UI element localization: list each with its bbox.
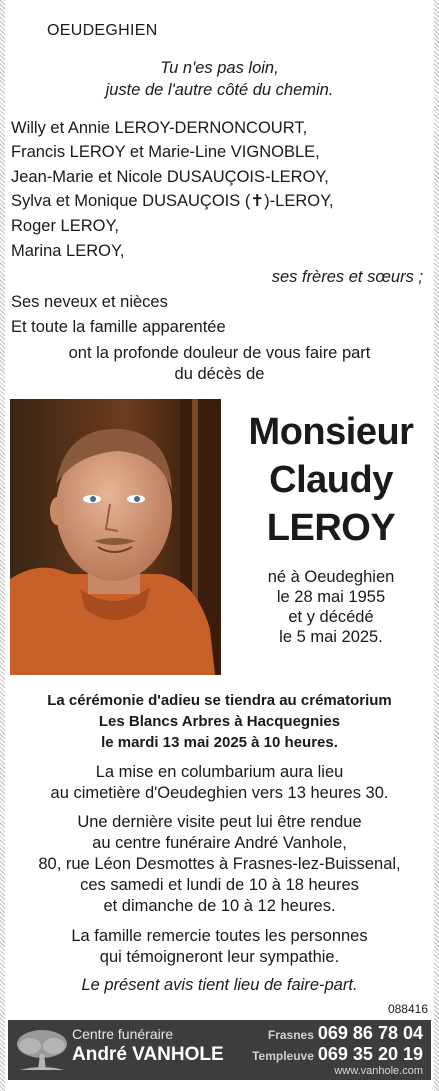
funeral-home-banner	[8, 1020, 431, 1080]
family-member: Jean-Marie et Nicole DUSAUÇOIS-LEROY,	[11, 168, 329, 186]
visit-line: au centre funéraire André Vanhole,	[92, 834, 347, 852]
columbarium-line: au cimetière d'Oeudeghien vers 13 heures 30.	[50, 784, 389, 802]
village-name: OEUDEGHIEN	[47, 22, 158, 39]
thanks-line: qui témoigneront leur sympathie.	[99, 948, 340, 966]
tree-icon	[14, 1026, 70, 1074]
birth-line: et y décédé	[288, 608, 374, 626]
family-member: Francis LEROY et Marie-Line VIGNOBLE,	[11, 143, 320, 161]
family-member: Roger LEROY,	[11, 217, 119, 235]
visit-line: et dimanche de 10 à 12 heures.	[103, 897, 336, 915]
birth-line: le 28 mai 1955	[276, 588, 386, 606]
siblings-label: ses frères et sœurs ;	[271, 268, 423, 286]
birth-line: le 5 mai 2025.	[279, 628, 383, 646]
relatives-line: Ses neveux et nièces	[11, 293, 168, 311]
closing-note: Le présent avis tient lieu de faire-part.	[81, 976, 358, 994]
family-member: Willy et Annie LEROY-DERNONCOURT,	[11, 119, 308, 137]
quote-line-2: juste de l'autre côté du chemin.	[105, 81, 334, 99]
portrait-photo	[10, 399, 221, 675]
phone-city: Templeuve	[252, 1049, 314, 1063]
announcement-line: du décès de	[174, 365, 265, 383]
visit-line: ces samedi et lundi de 10 à 18 heures	[80, 876, 359, 894]
relatives-line: Et toute la famille apparentée	[11, 318, 226, 336]
ceremony-line: La cérémonie d'adieu se tiendra au crématorium	[47, 692, 392, 709]
funeral-home-name: André VANHOLE	[72, 1044, 224, 1065]
reference-number: 088416	[387, 1002, 428, 1016]
phone-city: Frasnes	[267, 1028, 314, 1042]
phone-number: 069 86 78 04	[317, 1023, 423, 1043]
funeral-home-label: Centre funéraire	[72, 1026, 174, 1042]
visit-line: Une dernière visite peut lui être rendue	[77, 813, 362, 831]
quote-line-1: Tu n'es pas loin,	[160, 59, 279, 77]
family-member: Sylva et Monique DUSAUÇOIS (✝)-LEROY,	[11, 192, 334, 210]
visit-line: 80, rue Léon Desmottes à Frasnes-lez-Buissenal,	[38, 855, 401, 873]
deceased-name	[224, 408, 438, 552]
portrait-illustration	[10, 399, 221, 675]
ceremony-line: le mardi 13 mai 2025 à 10 heures.	[101, 734, 338, 751]
phone-number: 069 35 20 19	[317, 1044, 423, 1064]
thanks-line: La famille remercie toutes les personnes	[71, 927, 368, 945]
birth-line: né à Oeudeghien	[267, 568, 395, 586]
deceased-last-name: LEROY	[266, 507, 396, 549]
family-member: Marina LEROY,	[11, 242, 125, 260]
phone-frasnes	[268, 1023, 423, 1044]
announcement-line: ont la profonde douleur de vous faire part	[68, 344, 371, 362]
ceremony-line: Les Blancs Arbres à Hacquegnies	[98, 713, 341, 730]
deceased-first-name: Claudy	[269, 459, 393, 501]
columbarium-line: La mise en columbarium aura lieu	[95, 763, 344, 781]
phone-templeuve	[252, 1044, 423, 1065]
website-link[interactable]: www.vanhole.com	[334, 1065, 423, 1077]
deceased-title: Monsieur	[248, 411, 414, 453]
